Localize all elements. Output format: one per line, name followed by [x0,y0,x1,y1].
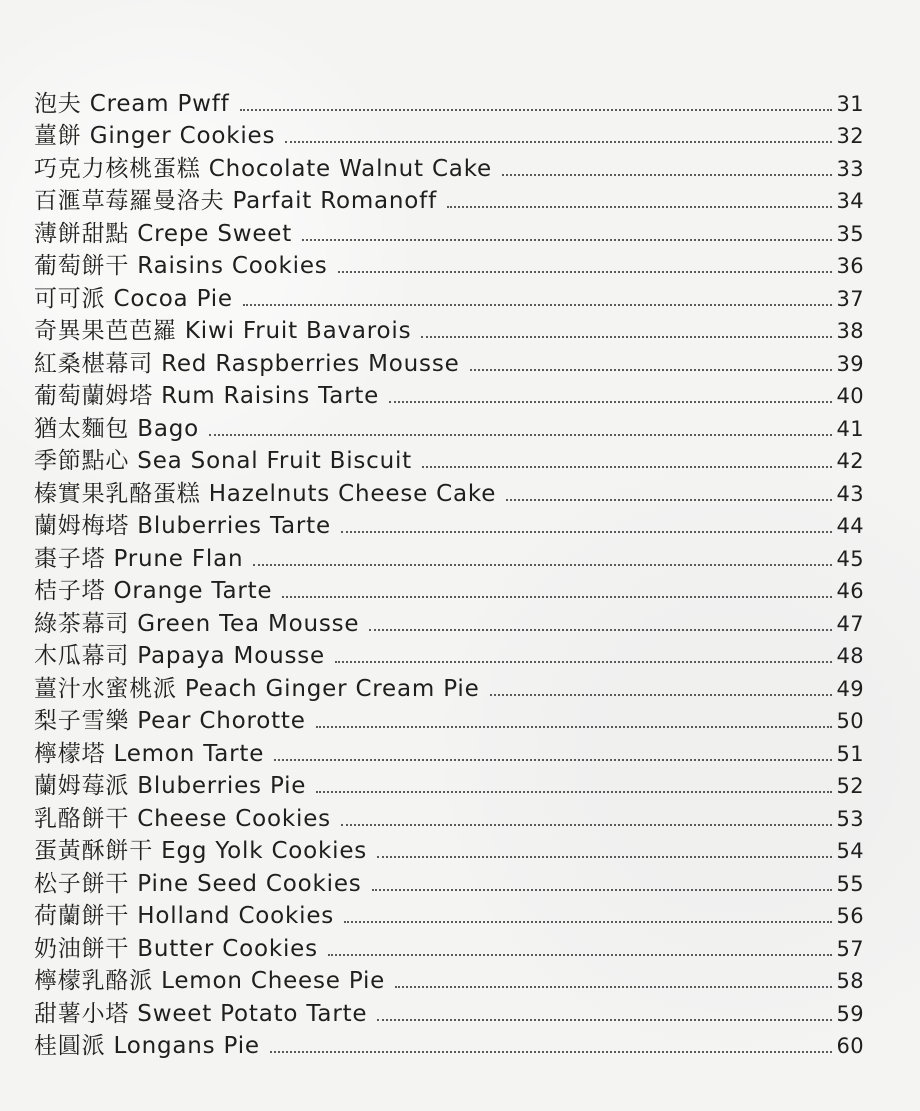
dotted-leader [502,173,832,176]
entry-title: 葡萄蘭姆塔 Rum Raisins Tarte [34,383,380,410]
toc-entry [34,641,864,674]
dotted-leader [490,693,832,696]
toc-entry [34,933,864,966]
dotted-leader [316,790,832,793]
toc-entry [34,251,864,284]
toc-entry [34,413,864,446]
entry-title: 檸檬塔 Lemon Tarte [34,740,265,767]
dotted-leader [243,303,832,306]
toc-entry [34,771,864,804]
page-number: 47 [836,611,864,636]
toc-entry [34,868,864,901]
toc-entry [34,218,864,251]
entry-title: 泡夫 Cream Pwff [34,90,230,117]
page-number: 38 [836,319,864,344]
toc-entry [34,348,864,381]
dotted-leader [274,758,832,761]
page-number: 55 [836,871,864,896]
page-number: 59 [836,1001,864,1026]
dotted-leader [341,823,832,826]
entry-title: 紅桑椹幕司 Red Raspberries Mousse [34,350,460,377]
entry-title: 薑餅 Ginger Cookies [34,123,276,150]
dotted-leader [422,465,832,468]
toc-entry [34,1031,864,1064]
entry-title: 奶油餅干 Butter Cookies [34,935,318,962]
page-number: 34 [836,189,864,214]
entry-title: 季節點心 Sea Sonal Fruit Biscuit [34,448,413,475]
entry-title: 乳酪餅干 Cheese Cookies [34,805,331,832]
page-number: 36 [836,254,864,279]
page-number: 40 [836,384,864,409]
page-number: 51 [836,741,864,766]
page-number: 37 [836,286,864,311]
dotted-leader [369,628,832,631]
page-number: 32 [836,124,864,149]
entry-title: 榛實果乳酪蛋糕 Hazelnuts Cheese Cake [34,480,497,507]
page-number: 50 [836,709,864,734]
toc-entry [34,88,864,121]
toc-entry [34,673,864,706]
dotted-leader [270,1050,832,1053]
page-number: 52 [836,774,864,799]
toc-entry [34,901,864,934]
dotted-leader [316,725,832,728]
dotted-leader [253,563,832,566]
page-number: 33 [836,156,864,181]
dotted-leader [506,498,832,501]
dotted-leader [377,855,832,858]
toc-entry [34,738,864,771]
entry-title: 蛋黃酥餅干 Egg Yolk Cookies [34,838,368,865]
toc-entry [34,381,864,414]
table-of-contents [34,88,864,1063]
toc-entry [34,998,864,1031]
dotted-leader [209,433,832,436]
dotted-leader [344,920,832,923]
page-number: 45 [836,546,864,571]
toc-entry [34,803,864,836]
entry-title: 猶太麵包 Bago [34,415,200,442]
toc-entry [34,478,864,511]
dotted-leader [240,108,832,111]
dotted-leader [395,985,832,988]
entry-title: 梨子雪樂 Pear Chorotte [34,708,306,735]
entry-title: 蘭姆梅塔 Bluberries Tarte [34,513,331,540]
page-number: 58 [836,969,864,994]
page-number: 60 [836,1034,864,1059]
page-number: 39 [836,351,864,376]
page-number: 48 [836,644,864,669]
entry-title: 桔子塔 Orange Tarte [34,578,273,605]
entry-title: 檸檬乳酪派 Lemon Cheese Pie [34,968,386,995]
dotted-leader [389,400,832,403]
page-number: 42 [836,449,864,474]
dotted-leader [341,530,832,533]
page-number: 43 [836,481,864,506]
dotted-leader [328,953,832,956]
entry-title: 木瓜幕司 Papaya Mousse [34,643,325,670]
entry-title: 葡萄餅干 Raisins Cookies [34,253,328,280]
dotted-leader [470,368,832,371]
dotted-leader [372,888,832,891]
toc-entry [34,576,864,609]
dotted-leader [377,1018,832,1021]
entry-title: 棗子塔 Prune Flan [34,545,244,572]
toc-entry [34,966,864,999]
entry-title: 可可派 Cocoa Pie [34,285,233,312]
toc-entry [34,836,864,869]
toc-entry [34,121,864,154]
page-number: 53 [836,806,864,831]
entry-title: 薄餅甜點 Crepe Sweet [34,220,293,247]
page-number: 54 [836,839,864,864]
dotted-leader [282,595,832,598]
dotted-leader [338,270,832,273]
toc-entry [34,316,864,349]
entry-title: 薑汁水蜜桃派 Peach Ginger Cream Pie [34,675,480,702]
dotted-leader [447,205,832,208]
page-number: 57 [836,936,864,961]
toc-entry [34,446,864,479]
entry-title: 松子餅干 Pine Seed Cookies [34,870,362,897]
entry-title: 甜薯小塔 Sweet Potato Tarte [34,1000,368,1027]
page-number: 49 [836,676,864,701]
entry-title: 綠茶幕司 Green Tea Mousse [34,610,360,637]
entry-title: 奇異果芭芭羅 Kiwi Fruit Bavarois [34,318,412,345]
page-number: 35 [836,221,864,246]
page-number: 44 [836,514,864,539]
entry-title: 百滙草莓羅曼洛夫 Parfait Romanoff [34,188,437,215]
toc-entry [34,186,864,219]
dotted-leader [285,140,832,143]
dotted-leader [421,335,832,338]
toc-entry [34,543,864,576]
toc-entry [34,608,864,641]
toc-entry [34,153,864,186]
page-number: 56 [836,904,864,929]
dotted-leader [335,660,832,663]
toc-entry [34,283,864,316]
entry-title: 荷蘭餅干 Holland Cookies [34,903,335,930]
dotted-leader [302,238,832,241]
toc-entry [34,511,864,544]
entry-title: 桂圓派 Longans Pie [34,1033,260,1060]
page-number: 46 [836,579,864,604]
entry-title: 蘭姆莓派 Bluberries Pie [34,773,307,800]
page-number: 31 [836,91,864,116]
toc-entry [34,706,864,739]
page-number: 41 [836,416,864,441]
entry-title: 巧克力核桃蛋糕 Chocolate Walnut Cake [34,155,492,182]
